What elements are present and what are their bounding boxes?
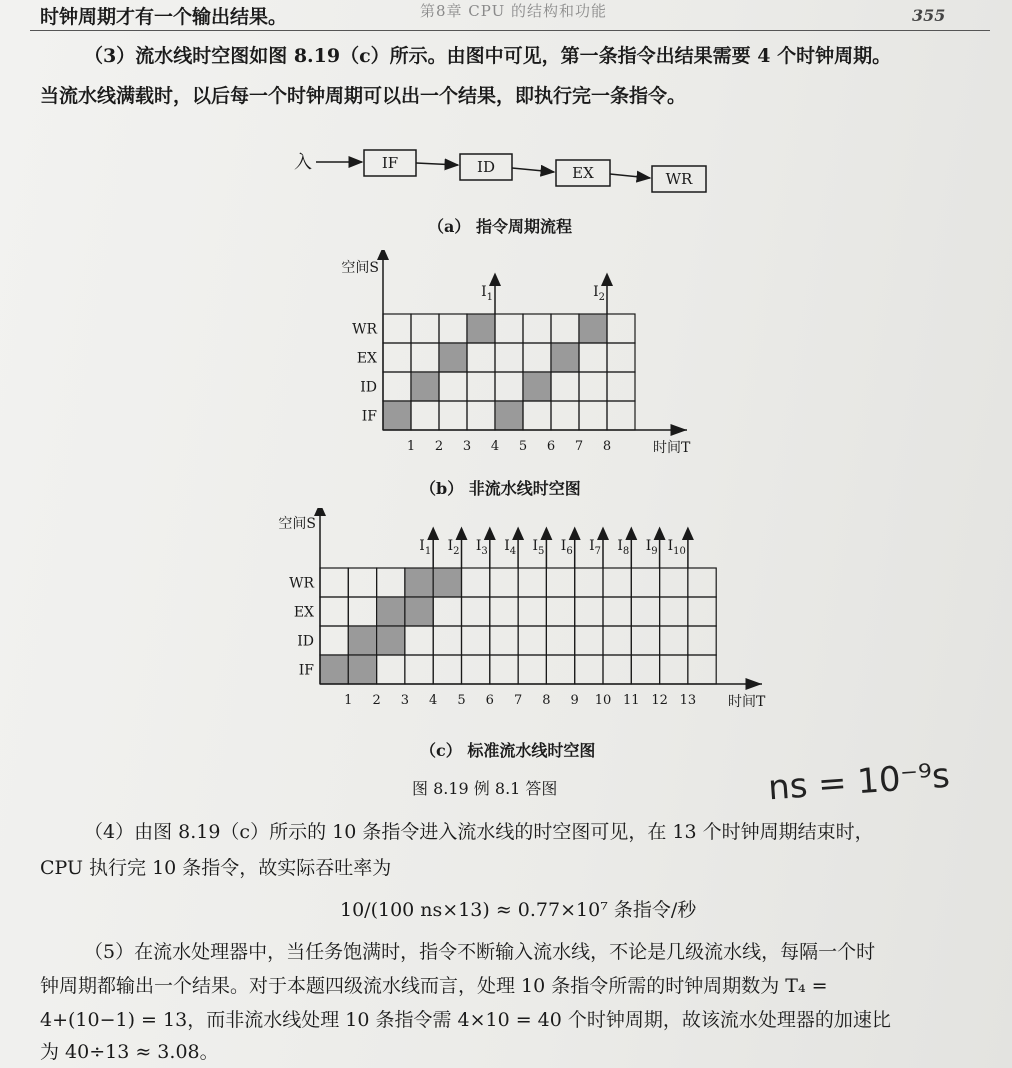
fb-cell-id-9 [607,372,635,401]
stage-ex-label: EX [572,164,594,182]
fc-tick-7: 7 [513,693,523,708]
fc-cell-id-4 [405,626,433,655]
fb-cell-wr-1 [383,314,411,343]
fc-cell-id-7 [490,626,518,655]
fb-cell-id-5 [495,372,523,401]
fc-row-label-if: IF [298,662,314,679]
fb-x-axis-label: 时间T [653,440,691,456]
fb-cell-ex-6 [523,343,551,372]
fc-cell-wr-10 [575,568,603,597]
fc-cell-wr-7 [490,568,518,597]
para3-line2: 当流水线满载时，以后每一个时钟周期可以出一个结果，即执行完一条指令。 [40,85,687,107]
fc-cell-id-1 [320,626,348,655]
fc-cell-id-8 [518,626,546,655]
fb-tick-5: 5 [518,439,528,454]
fc-cell-if-6 [462,655,490,684]
fb-row-label-wr: WR [352,321,377,338]
fc-cell-id-6 [462,626,490,655]
fb-cell-if-5 [495,401,523,430]
fc-cell-wr-6 [462,568,490,597]
fc-cell-ex-13 [660,597,688,626]
fc-output-label-i6: $I_6$ [560,538,573,557]
fc-tick-9: 9 [570,693,579,708]
fb-tick-2: 2 [434,439,444,454]
fb-cell-ex-7 [551,343,579,372]
fb-cell-if-4 [467,401,495,430]
fc-cell-ex-10 [575,597,603,626]
figure-c-caption: （c） 标准流水线时空图 [420,741,596,760]
fc-tick-10: 10 [594,693,612,708]
fc-cell-ex-8 [518,597,546,626]
fc-cell-if-10 [575,655,603,684]
fc-x-axis-label: 时间T [728,694,766,710]
fb-output-label-i1: $I_1$ [481,284,493,303]
fc-cell-if-11 [603,655,631,684]
fb-cell-ex-4 [467,343,495,372]
fc-output-label-i10: $I_{10}$ [667,538,686,557]
fc-cell-ex-12 [631,597,659,626]
fb-cell-id-2 [411,372,439,401]
fb-cell-wr-9 [607,314,635,343]
fc-cell-wr-14 [688,568,716,597]
para4-line2: CPU 执行完 10 条指令，故实际吞吐率为 [40,857,392,879]
fc-cell-if-5 [433,655,461,684]
fc-cell-id-3 [377,626,405,655]
fc-cell-ex-3 [377,597,405,626]
fb-tick-7: 7 [574,439,584,454]
fc-cell-wr-1 [320,568,348,597]
fb-cell-wr-2 [411,314,439,343]
fc-tick-11: 11 [623,693,640,708]
fc-cell-id-14 [688,626,716,655]
fb-cell-id-6 [523,372,551,401]
fc-output-label-i4: $I_4$ [504,538,517,557]
fc-cell-id-10 [575,626,603,655]
fb-cell-if-3 [439,401,467,430]
fc-cell-wr-5 [433,568,461,597]
fc-output-label-i7: $I_7$ [589,538,601,557]
fc-tick-2: 2 [372,693,381,708]
fb-cell-wr-4 [467,314,495,343]
fb-cell-ex-9 [607,343,635,372]
fb-cell-wr-7 [551,314,579,343]
fc-cell-wr-3 [377,568,405,597]
fc-cell-id-2 [348,626,376,655]
fb-cell-wr-6 [523,314,551,343]
fc-cell-id-12 [631,626,659,655]
fc-cell-wr-9 [546,568,574,597]
handwritten-note: ns = 10⁻⁹s [766,755,952,809]
fb-tick-6: 6 [546,439,556,454]
fc-cell-if-2 [348,655,376,684]
fc-tick-4: 4 [429,693,438,708]
fc-cell-id-5 [433,626,461,655]
stage-wr-label: WR [665,170,693,188]
page-number: 355 [912,6,946,25]
figure-b-caption: （b） 非流水线时空图 [420,479,581,498]
fc-cell-wr-13 [660,568,688,597]
fc-output-label-i2: $I_2$ [447,538,460,557]
fc-cell-ex-6 [462,597,490,626]
fc-cell-wr-2 [348,568,376,597]
fc-cell-if-13 [660,655,688,684]
fb-cell-id-3 [439,372,467,401]
fc-tick-12: 12 [651,693,668,708]
fc-output-label-i9: $I_9$ [645,538,658,557]
figure-title: 图 8.19 例 8.1 答图 [412,779,558,798]
fb-cell-ex-8 [579,343,607,372]
figure-a-caption: （a） 指令周期流程 [428,217,572,236]
fc-cell-if-4 [405,655,433,684]
fc-cell-ex-4 [405,597,433,626]
figure-c-chart [262,508,782,728]
fc-cell-ex-9 [546,597,574,626]
fb-cell-if-7 [551,401,579,430]
fb-cell-if-1 [383,401,411,430]
fc-cell-ex-1 [320,597,348,626]
fc-cell-wr-8 [518,568,546,597]
fc-cell-if-7 [490,655,518,684]
para5-line1: （5）在流水处理器中，当任务饱满时，指令不断输入流水线，不论是几级流水线，每隔一个时 [84,941,876,963]
fb-cell-if-9 [607,401,635,430]
fc-cell-ex-5 [433,597,461,626]
top-line: 时钟周期才有一个输出结果。 [40,6,288,28]
figure-b-chart [325,250,705,475]
fc-output-label-i5: $I_5$ [532,538,545,557]
fc-cell-if-14 [688,655,716,684]
stage-if-label: IF [381,154,399,172]
fc-tick-3: 3 [400,693,410,708]
fc-cell-if-3 [377,655,405,684]
fb-cell-if-2 [411,401,439,430]
para5-line2: 钟周期都输出一个结果。对于本题四级流水线而言，处理 10 条指令所需的时钟周期数为 T₄ = [40,975,828,997]
fb-y-axis-label: 空间S [341,260,379,276]
para4-line1: （4）由图 8.19（c）所示的 10 条指令进入流水线的时空图可见，在 13 个时钟周期结束时， [84,821,874,843]
fc-tick-1: 1 [344,693,353,708]
fc-tick-8: 8 [542,693,551,708]
fb-cell-wr-3 [439,314,467,343]
fb-cell-id-1 [383,372,411,401]
fb-cell-ex-1 [383,343,411,372]
fb-tick-3: 3 [462,439,472,454]
flow-input-label: 入 [294,152,312,173]
fb-cell-ex-5 [495,343,523,372]
fc-cell-wr-12 [631,568,659,597]
fb-row-label-if: IF [361,408,377,425]
fb-cell-if-8 [579,401,607,430]
fb-row-label-ex: EX [356,350,377,367]
fc-cell-ex-14 [688,597,716,626]
fb-tick-1: 1 [406,439,416,454]
fb-tick-8: 8 [602,439,612,454]
fc-tick-13: 13 [679,693,697,708]
fb-output-label-i2: $I_2$ [593,284,605,303]
fc-row-label-ex: EX [293,604,314,621]
running-header: 第8章 CPU 的结构和功能 [420,2,608,20]
fc-cell-ex-7 [490,597,518,626]
fc-output-label-i3: $I_3$ [475,538,488,557]
fc-cell-id-9 [546,626,574,655]
fc-cell-if-9 [546,655,574,684]
fc-cell-ex-2 [348,597,376,626]
fc-tick-6: 6 [485,693,494,708]
fc-cell-if-8 [518,655,546,684]
stage-id-label: ID [477,158,495,176]
fb-cell-wr-5 [495,314,523,343]
fc-cell-if-12 [631,655,659,684]
para3-line1: （3）流水线时空图如图 8.19（c）所示。由图中可见，第一条指令出结果需要 4 个时钟周期。 [84,45,892,67]
para5-line3: 4+(10−1) = 13，而非流水线处理 10 条指令需 4×10 = 40 个时钟周期，故该流水处理器的加速比 [40,1009,891,1031]
fb-row-label-id: ID [360,379,377,396]
fb-cell-wr-8 [579,314,607,343]
para5-line4: 为 40÷13 ≈ 3.08。 [40,1041,219,1063]
fb-cell-id-7 [551,372,579,401]
fb-cell-if-6 [523,401,551,430]
fc-cell-id-11 [603,626,631,655]
fc-cell-if-1 [320,655,348,684]
fc-output-label-i1: $I_1$ [419,538,432,557]
fb-cell-ex-3 [439,343,467,372]
fc-row-label-wr: WR [289,575,314,592]
fb-cell-id-8 [579,372,607,401]
fc-cell-id-13 [660,626,688,655]
fc-cell-wr-11 [603,568,631,597]
fc-output-label-i8: $I_8$ [617,538,630,557]
fb-cell-id-4 [467,372,495,401]
fb-cell-ex-2 [411,343,439,372]
fb-tick-4: 4 [490,439,500,454]
fc-row-label-id: ID [297,633,314,650]
fc-cell-ex-11 [603,597,631,626]
throughput-formula: 10/(100 ns×13) ≈ 0.77×10⁷ 条指令/秒 [340,899,697,921]
fc-y-axis-label: 空间S [278,516,316,532]
fc-tick-5: 5 [457,693,466,708]
fc-cell-wr-4 [405,568,433,597]
header-rule [30,30,990,31]
